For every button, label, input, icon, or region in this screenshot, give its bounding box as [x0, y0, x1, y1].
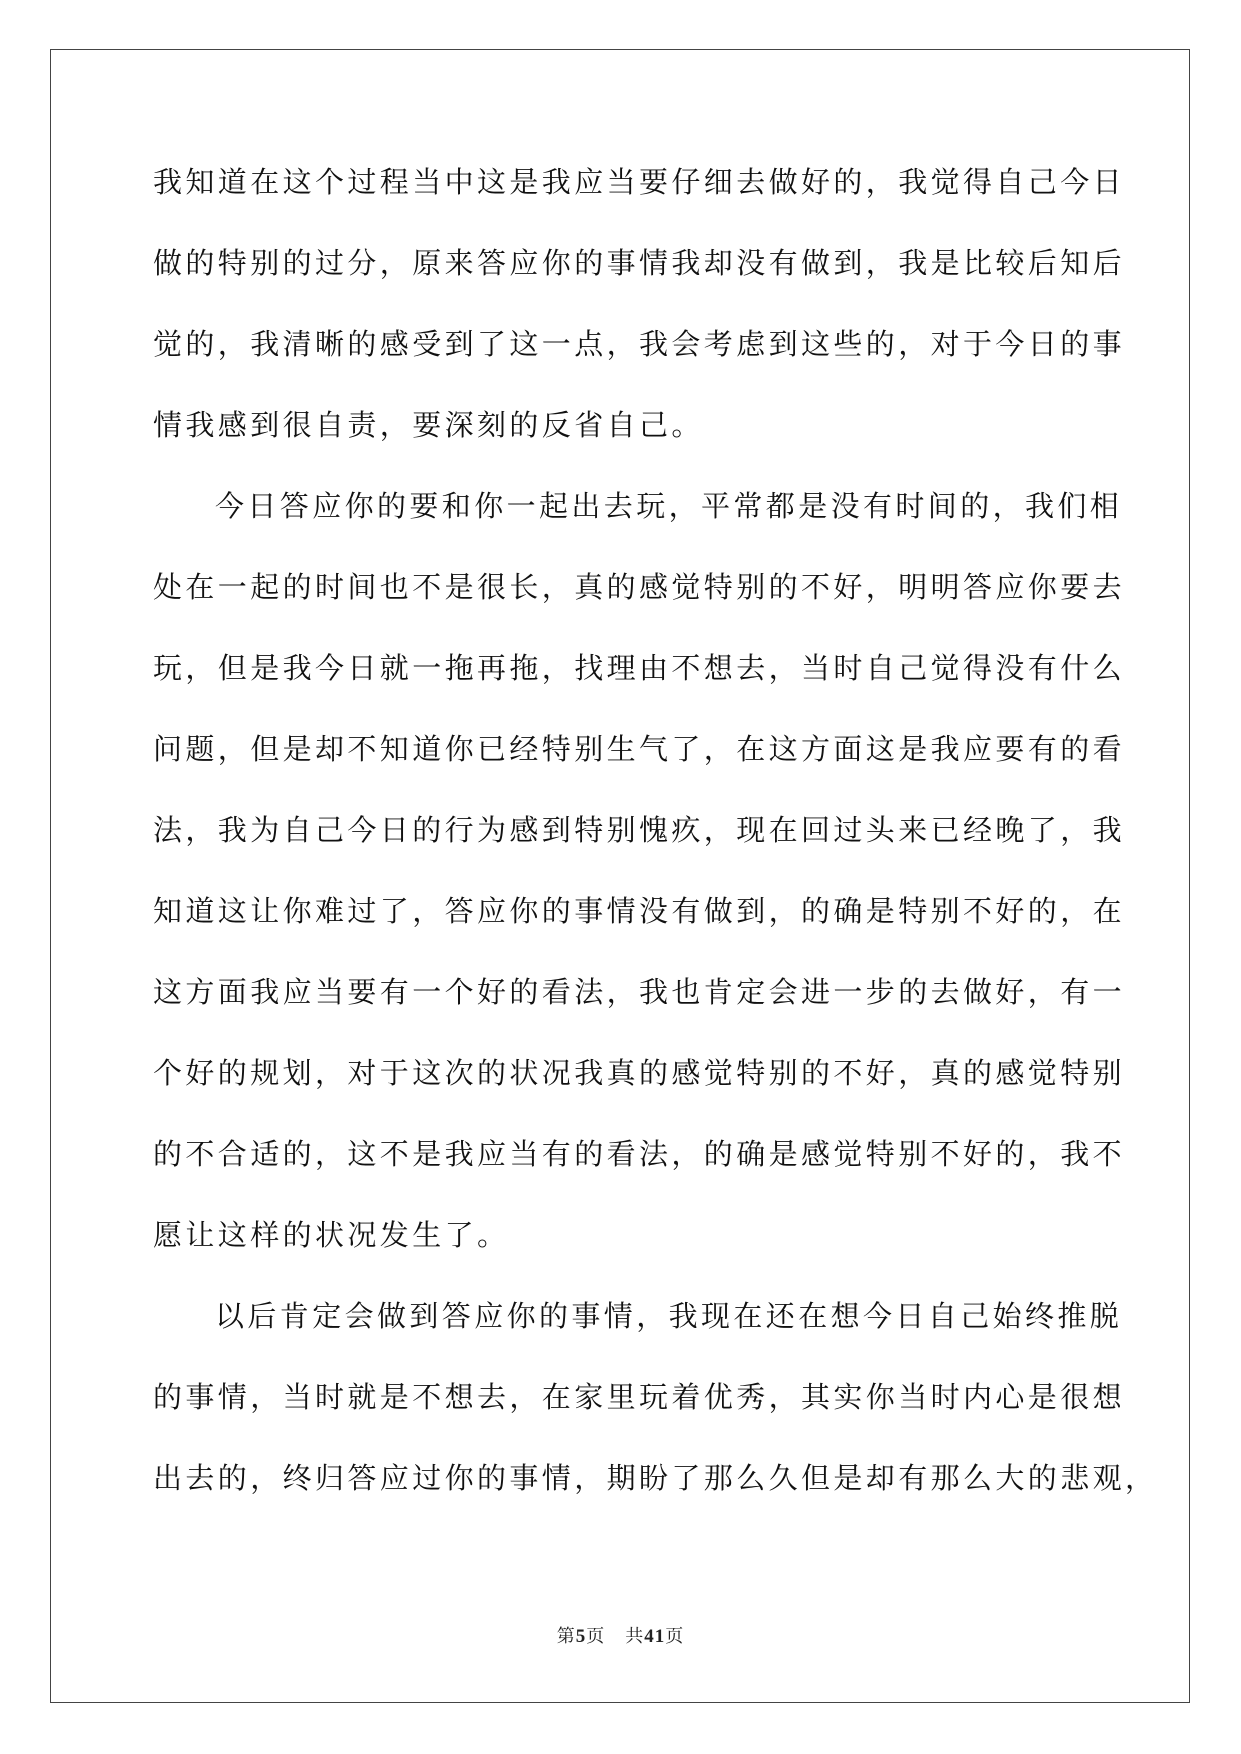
text-line: 情我感到很自责，要深刻的反省自己。 [153, 408, 704, 442]
text-line: 出去的，终归答应过你的事情，期盼了那么久但是却有那么大的悲观， [153, 1461, 1158, 1495]
text-line: 玩，但是我今日就一拖再拖，找理由不想去，当时自己觉得没有什么 [153, 651, 1126, 685]
text-line: 处在一起的时间也不是很长，真的感觉特别的不好，明明答应你要去 [153, 570, 1126, 604]
text-line: 的事情，当时就是不想去，在家里玩着优秀，其实你当时内心是很想 [153, 1380, 1126, 1414]
text-line: 问题，但是却不知道你已经特别生气了，在这方面这是我应要有的看 [153, 732, 1126, 766]
text-line: 的不合适的，这不是我应当有的看法，的确是感觉特别不好的，我不 [153, 1137, 1126, 1171]
text-line: 知道这让你难过了，答应你的事情没有做到，的确是特别不好的，在 [153, 894, 1126, 928]
text-line: 个好的规划，对于这次的状况我真的感觉特别的不好，真的感觉特别 [153, 1056, 1126, 1090]
total-prefix: 共 [625, 1626, 645, 1647]
page-number: 5 [575, 1626, 587, 1647]
text-line: 做的特别的过分，原来答应你的事情我却没有做到，我是比较后知后 [153, 246, 1126, 280]
document-body [153, 159, 1158, 1536]
page-footer [0, 1622, 1241, 1648]
page-suffix: 页 [586, 1626, 606, 1647]
total-suffix: 页 [665, 1626, 685, 1647]
text-line: 今日答应你的要和你一起出去玩，平常都是没有时间的，我们相 [215, 489, 1123, 523]
text-line: 我知道在这个过程当中这是我应当要仔细去做好的，我觉得自己今日 [153, 165, 1126, 199]
text-line: 觉的，我清晰的感受到了这一点，我会考虑到这些的，对于今日的事 [153, 327, 1126, 361]
text-line: 法，我为自己今日的行为感到特别愧疚，现在回过头来已经晚了，我 [153, 813, 1126, 847]
total-pages: 41 [644, 1626, 666, 1647]
page-prefix: 第 [556, 1626, 576, 1647]
text-line: 愿让这样的状况发生了。 [153, 1218, 510, 1252]
text-line: 以后肯定会做到答应你的事情，我现在还在想今日自己始终推脱 [215, 1299, 1123, 1333]
text-line: 这方面我应当要有一个好的看法，我也肯定会进一步的去做好，有一 [153, 975, 1126, 1009]
